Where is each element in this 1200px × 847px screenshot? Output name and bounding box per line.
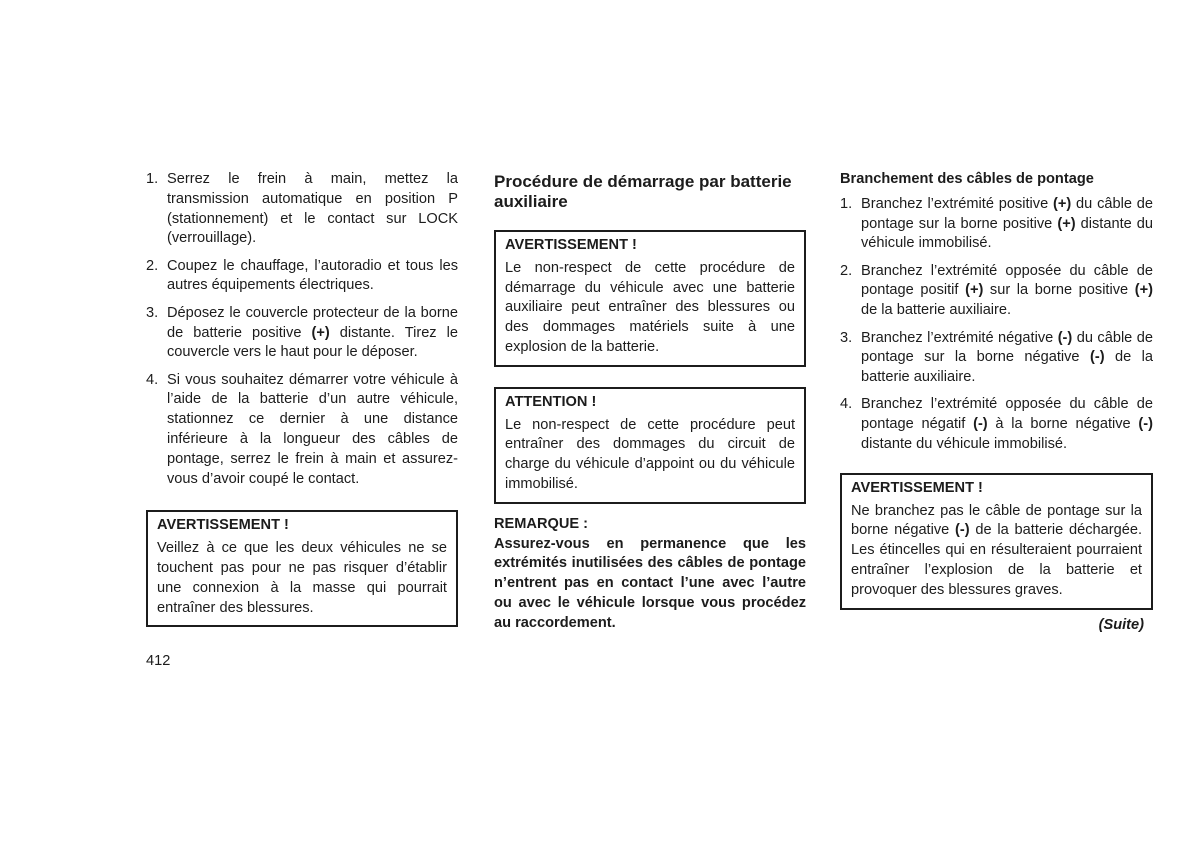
- list-item: [840, 195, 1153, 254]
- warning-text-bold: (-): [955, 522, 970, 539]
- section-heading: Procédure de démarrage par batterie auxiliaire: [494, 172, 792, 211]
- step-text-bold: (-): [973, 416, 988, 433]
- step-text: distante du véhicule immobilisé.: [861, 436, 1068, 453]
- warning-title: AVERTISSEMENT !: [851, 479, 983, 496]
- step-number: 4.: [146, 371, 159, 388]
- column-left: [146, 170, 458, 627]
- list-item: [146, 304, 458, 363]
- warning-body: Veillez à ce que les deux véhicules ne se touchent pas pour ne pas risquer d’établir une connexion à la masse qui pourrait entraîner des blessures.: [157, 540, 447, 616]
- warning-body: Le non-respect de cette procédure de démarrage du véhicule avec une batterie auxiliaire peut entraîner des blessures ou des dommages matériels suite à une explosion de la batterie.: [505, 259, 795, 355]
- step-text: Si vous souhaitez démarrer votre véhicule à l’aide de la batterie d’un autre véhicule, stationnez ce dernier à une distance inférieure à la longueur des câbles de pontage, serrez le frein à main et assurez-vous d’avoir coupé le contact.: [167, 371, 458, 487]
- step-number: 1.: [840, 195, 853, 212]
- step-text: Branchez l’extrémité opposée du câble de pontage positif: [861, 262, 1153, 299]
- warning-title: AVERTISSEMENT !: [505, 237, 637, 253]
- step-text: Coupez le chauffage, l’autoradio et tous les autres équipements électriques.: [167, 257, 458, 294]
- step-text-bold: (+): [1053, 195, 1072, 212]
- continued-label: (Suite): [1098, 616, 1144, 633]
- list-item: [146, 170, 458, 249]
- remark-block: [494, 515, 806, 634]
- step-text: de la batterie auxiliaire.: [861, 349, 1153, 386]
- step-text: Branchez l’extrémité opposée du câble de pontage négatif: [861, 396, 1153, 433]
- step-text: distante du véhicule immobilisé.: [861, 215, 1153, 252]
- step-text: à la borne négative: [987, 416, 1139, 433]
- step-text: de la batterie auxiliaire.: [861, 302, 1012, 319]
- step-text-bold: (-): [1057, 329, 1073, 346]
- step-text-bold: (+): [965, 282, 984, 299]
- connection-step-list: [840, 195, 1153, 455]
- step-text: du câble de pontage sur la borne positive: [861, 195, 1153, 232]
- remark-title: REMARQUE :: [494, 515, 589, 532]
- step-text-pre: Déposez le couvercle protecteur de la borne de batterie positive: [167, 304, 458, 341]
- step-number: 2.: [840, 262, 853, 279]
- list-item: [840, 329, 1153, 388]
- column-middle: [494, 170, 806, 634]
- step-text: Branchez l’extrémité négative: [861, 329, 1058, 346]
- step-text: sur la borne positive: [983, 282, 1135, 299]
- column-right: [840, 170, 1153, 635]
- step-number: 3.: [146, 304, 159, 321]
- warning-box-sparks: [840, 473, 1153, 610]
- attention-title: ATTENTION !: [505, 393, 597, 410]
- warning-box-explosion: [494, 230, 806, 367]
- warning-title: AVERTISSEMENT !: [157, 517, 289, 534]
- page-number: 412: [146, 653, 171, 669]
- warning-body: [851, 502, 1142, 601]
- warning-text: de la batterie déchargée. Les étincelles qui en résulteraient pourraient entraîner l’explosion de la batterie et provoquer des blessures graves.: [851, 522, 1142, 598]
- list-item: [840, 262, 1153, 321]
- step-text-bold: (+): [1057, 215, 1076, 232]
- step-text-post: distante. Tirez le couvercle vers le haut pour le déposer.: [167, 324, 458, 361]
- list-item: [146, 371, 458, 490]
- remark-body: Assurez-vous en permanence que les extrémités inutilisées des câbles de pontage n’entrent pas en contact l’une avec l’autre ou avec le véhicule lorsque vous procédez au raccordement.: [494, 535, 806, 631]
- step-number: 4.: [840, 396, 853, 413]
- step-text-bold: (+): [1134, 282, 1153, 299]
- warning-box-contact: [146, 510, 458, 627]
- attention-body: Le non-respect de cette procédure peut entraîner des dommages du circuit de charge du véhicule d’appoint ou du véhicule immobilisé.: [505, 416, 795, 492]
- attention-box: [494, 387, 806, 504]
- step-text: Serrez le frein à main, mettez la transmission automatique en position P (stationnement) et le contact sur LOCK (verrouillage).: [167, 171, 458, 247]
- step-text-bold: (+): [311, 324, 330, 341]
- step-list: [146, 170, 458, 489]
- step-text: du câble de pontage sur la borne négative: [861, 329, 1153, 366]
- list-item: [840, 395, 1153, 454]
- step-number: 2.: [146, 257, 159, 274]
- step-text-bold: (-): [1138, 416, 1153, 433]
- warning-text: Ne branchez pas le câble de pontage sur la borne négative: [851, 502, 1142, 539]
- step-number: 1.: [146, 171, 159, 187]
- list-item: [146, 257, 458, 297]
- step-text-bold: (-): [1089, 349, 1105, 366]
- step-text: Branchez l’extrémité positive: [861, 195, 1054, 212]
- section-subheading: Branchement des câbles de pontage: [840, 171, 1094, 187]
- step-number: 3.: [840, 329, 853, 346]
